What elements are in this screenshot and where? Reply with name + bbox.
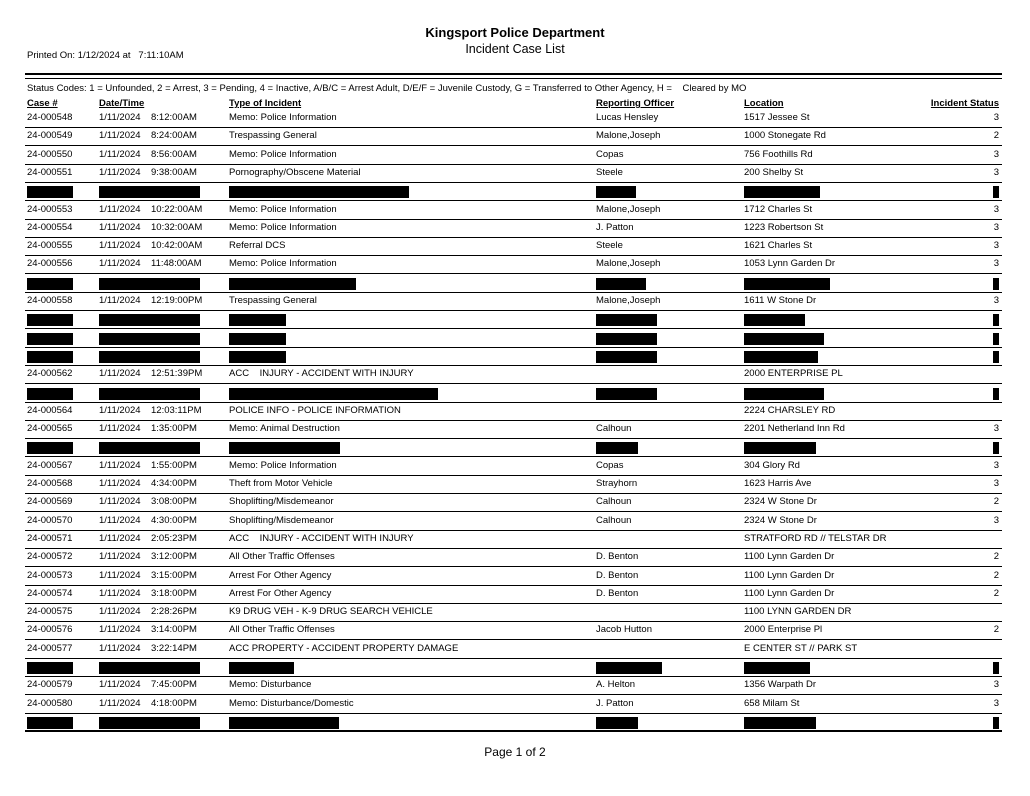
cell-time: 3:18:00PM — [151, 587, 197, 599]
cell-officer: Malone,Joseph — [596, 130, 661, 142]
cell-officer: D. Benton — [596, 587, 639, 599]
cell-officer: Malone,Joseph — [596, 258, 661, 270]
cell-date: 1/11/2024 — [99, 404, 141, 416]
redacted-row — [0, 330, 1030, 348]
redacted-row — [0, 183, 1030, 201]
cell-date: 1/11/2024 — [99, 459, 141, 471]
redacted-type — [229, 717, 339, 729]
cell-status: 3 — [993, 514, 999, 526]
cell-location: 2324 W Stone Dr — [744, 514, 817, 526]
cell-time: 3:22:14PM — [151, 642, 197, 654]
cell-case: 24-000553 — [27, 203, 73, 215]
cell-date: 1/11/2024 — [99, 130, 141, 142]
redacted-type — [229, 442, 340, 454]
cell-location: 1100 LYNN GARDEN DR — [744, 606, 852, 618]
cell-type: Memo: Police Information — [229, 459, 337, 471]
redacted-datetime — [99, 442, 200, 454]
cell-case: 24-000570 — [27, 514, 73, 526]
table-row — [0, 641, 1030, 659]
cell-status: 3 — [993, 240, 999, 252]
cell-case: 24-000555 — [27, 240, 73, 252]
redacted-row — [0, 275, 1030, 293]
redacted-officer — [596, 278, 646, 290]
cell-officer: Calhoun — [596, 423, 632, 435]
cell-time: 7:45:00PM — [151, 679, 197, 691]
cell-type: Referral DCS — [229, 240, 286, 252]
cell-status: 3 — [993, 295, 999, 306]
cell-type: Shoplifting/Misdemeanor — [229, 514, 334, 526]
table-row — [0, 622, 1030, 640]
table-row — [0, 549, 1030, 567]
cell-type: Memo: Police Information — [229, 112, 337, 123]
redacted-case — [27, 717, 73, 729]
cell-case: 24-000551 — [27, 166, 73, 178]
cell-date: 1/11/2024 — [99, 203, 141, 215]
cell-location: STRATFORD RD // TELSTAR DR — [744, 532, 887, 544]
cell-status: 2 — [993, 496, 999, 508]
redacted-type — [229, 278, 356, 290]
cell-type: Shoplifting/Misdemeanor — [229, 496, 334, 508]
cell-officer: Strayhorn — [596, 478, 638, 489]
redacted-case — [27, 442, 73, 454]
table-row — [0, 696, 1030, 714]
cell-case: 24-000565 — [27, 423, 73, 435]
redacted-row — [0, 714, 1030, 732]
cell-status: 3 — [993, 459, 999, 471]
cell-date: 1/11/2024 — [99, 496, 141, 508]
redacted-status — [993, 351, 999, 363]
cell-date: 1/11/2024 — [99, 697, 141, 709]
cell-type: Pornography/Obscene Material — [229, 166, 361, 178]
cell-location: 658 Milam St — [744, 697, 800, 709]
cell-time: 8:12:00AM — [151, 112, 197, 123]
table-row — [0, 677, 1030, 695]
cell-type: ACC INJURY - ACCIDENT WITH INJURY — [229, 532, 414, 544]
cell-type: Memo: Police Information — [229, 148, 337, 160]
redacted-officer — [596, 314, 657, 326]
cell-status: 3 — [993, 478, 999, 489]
cell-type: Arrest For Other Agency — [229, 587, 332, 599]
table-row — [0, 110, 1030, 128]
redacted-location — [744, 186, 820, 198]
cell-case: 24-000568 — [27, 478, 73, 489]
cell-type: Trespassing General — [229, 295, 317, 306]
redacted-row — [0, 439, 1030, 457]
cell-date: 1/11/2024 — [99, 368, 141, 380]
cell-location: 1053 Lynn Garden Dr — [744, 258, 836, 270]
redacted-officer — [596, 662, 662, 674]
cell-type: Trespassing General — [229, 130, 317, 142]
cell-location: 1621 Charles St — [744, 240, 813, 252]
cell-case: 24-000550 — [27, 148, 73, 160]
col-header-location: Location — [744, 98, 784, 109]
redacted-datetime — [99, 662, 200, 674]
redacted-row — [0, 385, 1030, 403]
cell-time: 4:30:00PM — [151, 514, 197, 526]
cell-type: All Other Traffic Offenses — [229, 551, 335, 563]
cell-location: 1356 Warpath Dr — [744, 679, 816, 691]
top-rule-thin — [25, 78, 1002, 79]
cell-status: 3 — [993, 679, 999, 691]
cell-location: 1611 W Stone Dr — [744, 295, 817, 306]
cell-location: 2224 CHARSLEY RD — [744, 404, 836, 416]
redacted-status — [993, 717, 999, 729]
redacted-datetime — [99, 314, 200, 326]
table-row — [0, 403, 1030, 421]
cell-status: 3 — [993, 697, 999, 709]
cell-date: 1/11/2024 — [99, 295, 141, 306]
cell-date: 1/11/2024 — [99, 221, 141, 233]
cell-type: Memo: Disturbance — [229, 679, 312, 691]
cell-location: 200 Shelby St — [744, 166, 804, 178]
redacted-type — [229, 333, 286, 345]
table-row — [0, 531, 1030, 549]
cell-case: 24-000576 — [27, 624, 73, 636]
cell-officer: J. Patton — [596, 221, 634, 233]
cell-type: Memo: Police Information — [229, 203, 337, 215]
redacted-location — [744, 333, 824, 345]
redacted-datetime — [99, 333, 200, 345]
row-divider — [25, 730, 1002, 732]
redacted-type — [229, 351, 286, 363]
cell-time: 3:08:00PM — [151, 496, 197, 508]
cell-case: 24-000549 — [27, 130, 73, 142]
cell-case: 24-000554 — [27, 221, 73, 233]
redacted-status — [993, 278, 999, 290]
redacted-case — [27, 278, 73, 290]
cell-status: 3 — [993, 166, 999, 178]
cell-case: 24-000548 — [27, 112, 73, 123]
redacted-status — [993, 662, 999, 674]
cell-time: 8:56:00AM — [151, 148, 197, 160]
table-row — [0, 513, 1030, 531]
cell-date: 1/11/2024 — [99, 551, 141, 563]
report-subtitle: Incident Case List — [465, 42, 565, 56]
cell-type: Memo: Animal Destruction — [229, 423, 340, 435]
cell-location: E CENTER ST // PARK ST — [744, 642, 858, 654]
cell-time: 12:19:00PM — [151, 295, 203, 306]
col-header-datetime: Date/Time — [99, 98, 145, 109]
cell-location: 1100 Lynn Garden Dr — [744, 569, 835, 581]
cell-time: 10:32:00AM — [151, 221, 203, 233]
cell-officer: D. Benton — [596, 551, 639, 563]
cell-case: 24-000577 — [27, 642, 73, 654]
cell-time: 8:24:00AM — [151, 130, 197, 142]
table-row — [0, 293, 1030, 311]
cell-case: 24-000579 — [27, 679, 73, 691]
col-header-type: Type of Incident — [229, 98, 302, 109]
cell-type: Memo: Disturbance/Domestic — [229, 697, 354, 709]
cell-officer: Copas — [596, 459, 624, 471]
table-row — [0, 147, 1030, 165]
col-header-case: Case # — [27, 98, 58, 109]
cell-date: 1/11/2024 — [99, 587, 141, 599]
redacted-row — [0, 659, 1030, 677]
redacted-row — [0, 348, 1030, 366]
redacted-row — [0, 311, 1030, 329]
cell-type: Memo: Police Information — [229, 258, 337, 270]
cell-time: 3:14:00PM — [151, 624, 197, 636]
cell-type: K9 DRUG VEH - K-9 DRUG SEARCH VEHICLE — [229, 606, 433, 618]
cell-time: 10:42:00AM — [151, 240, 203, 252]
top-rule — [25, 73, 1002, 75]
table-row — [0, 202, 1030, 220]
redacted-datetime — [99, 278, 200, 290]
cell-location: 1223 Robertson St — [744, 221, 824, 233]
cell-case: 24-000575 — [27, 606, 73, 618]
cell-location: 1000 Stonegate Rd — [744, 130, 826, 142]
table-row — [0, 494, 1030, 512]
cell-status: 3 — [993, 221, 999, 233]
table-row — [0, 476, 1030, 494]
cell-location: 304 Glory Rd — [744, 459, 800, 471]
cell-case: 24-000564 — [27, 404, 73, 416]
table-row — [0, 604, 1030, 622]
cell-time: 12:03:11PM — [151, 404, 202, 416]
cell-time: 10:22:00AM — [151, 203, 203, 215]
cell-status: 3 — [993, 148, 999, 160]
cell-case: 24-000573 — [27, 569, 73, 581]
cell-type: ACC PROPERTY - ACCIDENT PROPERTY DAMAGE — [229, 642, 459, 654]
cell-location: 2000 Enterprise Pl — [744, 624, 823, 636]
cell-type: Arrest For Other Agency — [229, 569, 332, 581]
cell-date: 1/11/2024 — [99, 166, 141, 178]
cell-location: 1623 Harris Ave — [744, 478, 812, 489]
cell-location: 2201 Netherland Inn Rd — [744, 423, 845, 435]
cell-officer: Calhoun — [596, 514, 632, 526]
status-codes-legend: Status Codes: 1 = Unfounded, 2 = Arrest, 3 = Pending, 4 = Inactive, A/B/C = Arrest Adult, D/E/F = Juvenile Custody, G = Transferred to Other Agency, H = Cleared by MO — [27, 83, 747, 94]
report-title: Kingsport Police Department — [425, 25, 605, 40]
redacted-type — [229, 662, 294, 674]
cell-status: 2 — [993, 587, 999, 599]
cell-case: 24-000569 — [27, 496, 73, 508]
cell-date: 1/11/2024 — [99, 240, 141, 252]
cell-time: 3:12:00PM — [151, 551, 197, 563]
cell-status: 2 — [993, 624, 999, 636]
redacted-officer — [596, 388, 657, 400]
redacted-status — [993, 314, 999, 326]
cell-status: 3 — [993, 258, 999, 270]
table-row — [0, 256, 1030, 274]
redacted-datetime — [99, 351, 200, 363]
redacted-case — [27, 186, 73, 198]
redacted-case — [27, 351, 73, 363]
cell-officer: A. Helton — [596, 679, 636, 691]
redacted-officer — [596, 186, 636, 198]
table-row — [0, 238, 1030, 256]
cell-type: Memo: Police Information — [229, 221, 337, 233]
redacted-location — [744, 314, 805, 326]
cell-time: 9:38:00AM — [151, 166, 197, 178]
redacted-location — [744, 442, 816, 454]
cell-case: 24-000580 — [27, 697, 73, 709]
redacted-status — [993, 333, 999, 345]
cell-case: 24-000558 — [27, 295, 73, 306]
cell-date: 1/11/2024 — [99, 514, 141, 526]
cell-date: 1/11/2024 — [99, 148, 141, 160]
cell-case: 24-000567 — [27, 459, 73, 471]
table-row — [0, 366, 1030, 384]
cell-case: 24-000562 — [27, 368, 73, 380]
cell-location: 756 Foothills Rd — [744, 148, 813, 160]
cell-status: 3 — [993, 423, 999, 435]
cell-case: 24-000571 — [27, 532, 73, 544]
cell-date: 1/11/2024 — [99, 624, 141, 636]
cell-officer: Steele — [596, 240, 623, 252]
redacted-location — [744, 662, 810, 674]
redacted-location — [744, 278, 830, 290]
table-row — [0, 128, 1030, 146]
cell-location: 1712 Charles St — [744, 203, 813, 215]
redacted-type — [229, 314, 286, 326]
cell-date: 1/11/2024 — [99, 478, 141, 489]
cell-type: Theft from Motor Vehicle — [229, 478, 333, 489]
cell-type: ACC INJURY - ACCIDENT WITH INJURY — [229, 368, 414, 380]
redacted-officer — [596, 717, 638, 729]
cell-type: POLICE INFO - POLICE INFORMATION — [229, 404, 401, 416]
cell-status: 2 — [993, 551, 999, 563]
cell-time: 11:48:00AM — [151, 258, 202, 270]
page-footer: Page 1 of 2 — [484, 745, 546, 759]
cell-date: 1/11/2024 — [99, 423, 141, 435]
redacted-case — [27, 333, 73, 345]
table-row — [0, 421, 1030, 439]
cell-location: 1517 Jessee St — [744, 112, 810, 123]
redacted-location — [744, 388, 824, 400]
cell-date: 1/11/2024 — [99, 606, 141, 618]
col-header-officer: Reporting Officer — [596, 98, 675, 109]
cell-time: 3:15:00PM — [151, 569, 197, 581]
redacted-location — [744, 717, 816, 729]
redacted-status — [993, 442, 999, 454]
redacted-officer — [596, 351, 657, 363]
cell-location: 1100 Lynn Garden Dr — [744, 551, 835, 563]
cell-type: All Other Traffic Offenses — [229, 624, 335, 636]
table-row — [0, 220, 1030, 238]
redacted-datetime — [99, 388, 200, 400]
table-row — [0, 458, 1030, 476]
cell-officer: Malone,Joseph — [596, 295, 661, 306]
cell-officer: D. Benton — [596, 569, 639, 581]
cell-date: 1/11/2024 — [99, 569, 141, 581]
cell-time: 12:51:39PM — [151, 368, 203, 380]
cell-officer: Steele — [596, 166, 623, 178]
cell-time: 4:18:00PM — [151, 697, 197, 709]
cell-officer: Malone,Joseph — [596, 203, 661, 215]
cell-officer: Copas — [596, 148, 624, 160]
table-row — [0, 165, 1030, 183]
redacted-case — [27, 314, 73, 326]
cell-status: 3 — [993, 203, 999, 215]
cell-time: 2:28:26PM — [151, 606, 197, 618]
cell-location: 1100 Lynn Garden Dr — [744, 587, 835, 599]
redacted-status — [993, 388, 999, 400]
cell-date: 1/11/2024 — [99, 112, 141, 123]
cell-officer: Calhoun — [596, 496, 632, 508]
cell-time: 2:05:23PM — [151, 532, 197, 544]
cell-officer: Jacob Hutton — [596, 624, 652, 636]
redacted-case — [27, 662, 73, 674]
cell-date: 1/11/2024 — [99, 258, 141, 270]
cell-officer: J. Patton — [596, 697, 634, 709]
redacted-datetime — [99, 186, 200, 198]
redacted-status — [993, 186, 999, 198]
redacted-datetime — [99, 717, 200, 729]
cell-case: 24-000572 — [27, 551, 73, 563]
cell-location: 2000 ENTERPRISE PL — [744, 368, 843, 380]
cell-date: 1/11/2024 — [99, 642, 141, 654]
cell-date: 1/11/2024 — [99, 679, 141, 691]
cell-case: 24-000574 — [27, 587, 73, 599]
table-row — [0, 586, 1030, 604]
cell-time: 4:34:00PM — [151, 478, 197, 489]
cell-location: 2324 W Stone Dr — [744, 496, 817, 508]
cell-status: 2 — [993, 569, 999, 581]
table-row — [0, 568, 1030, 586]
cell-time: 1:55:00PM — [151, 459, 197, 471]
col-header-status: Incident Status — [930, 98, 999, 109]
redacted-case — [27, 388, 73, 400]
redacted-officer — [596, 442, 638, 454]
redacted-location — [744, 351, 818, 363]
cell-time: 1:35:00PM — [151, 423, 197, 435]
cell-date: 1/11/2024 — [99, 532, 141, 544]
redacted-officer — [596, 333, 657, 345]
printed-on: Printed On: 1/12/2024 at 7:11:10AM — [27, 50, 184, 61]
cell-status: 2 — [993, 130, 999, 142]
cell-officer: Lucas Hensley — [596, 112, 659, 123]
cell-case: 24-000556 — [27, 258, 73, 270]
redacted-type — [229, 186, 409, 198]
cell-status: 3 — [993, 112, 999, 123]
redacted-type — [229, 388, 438, 400]
